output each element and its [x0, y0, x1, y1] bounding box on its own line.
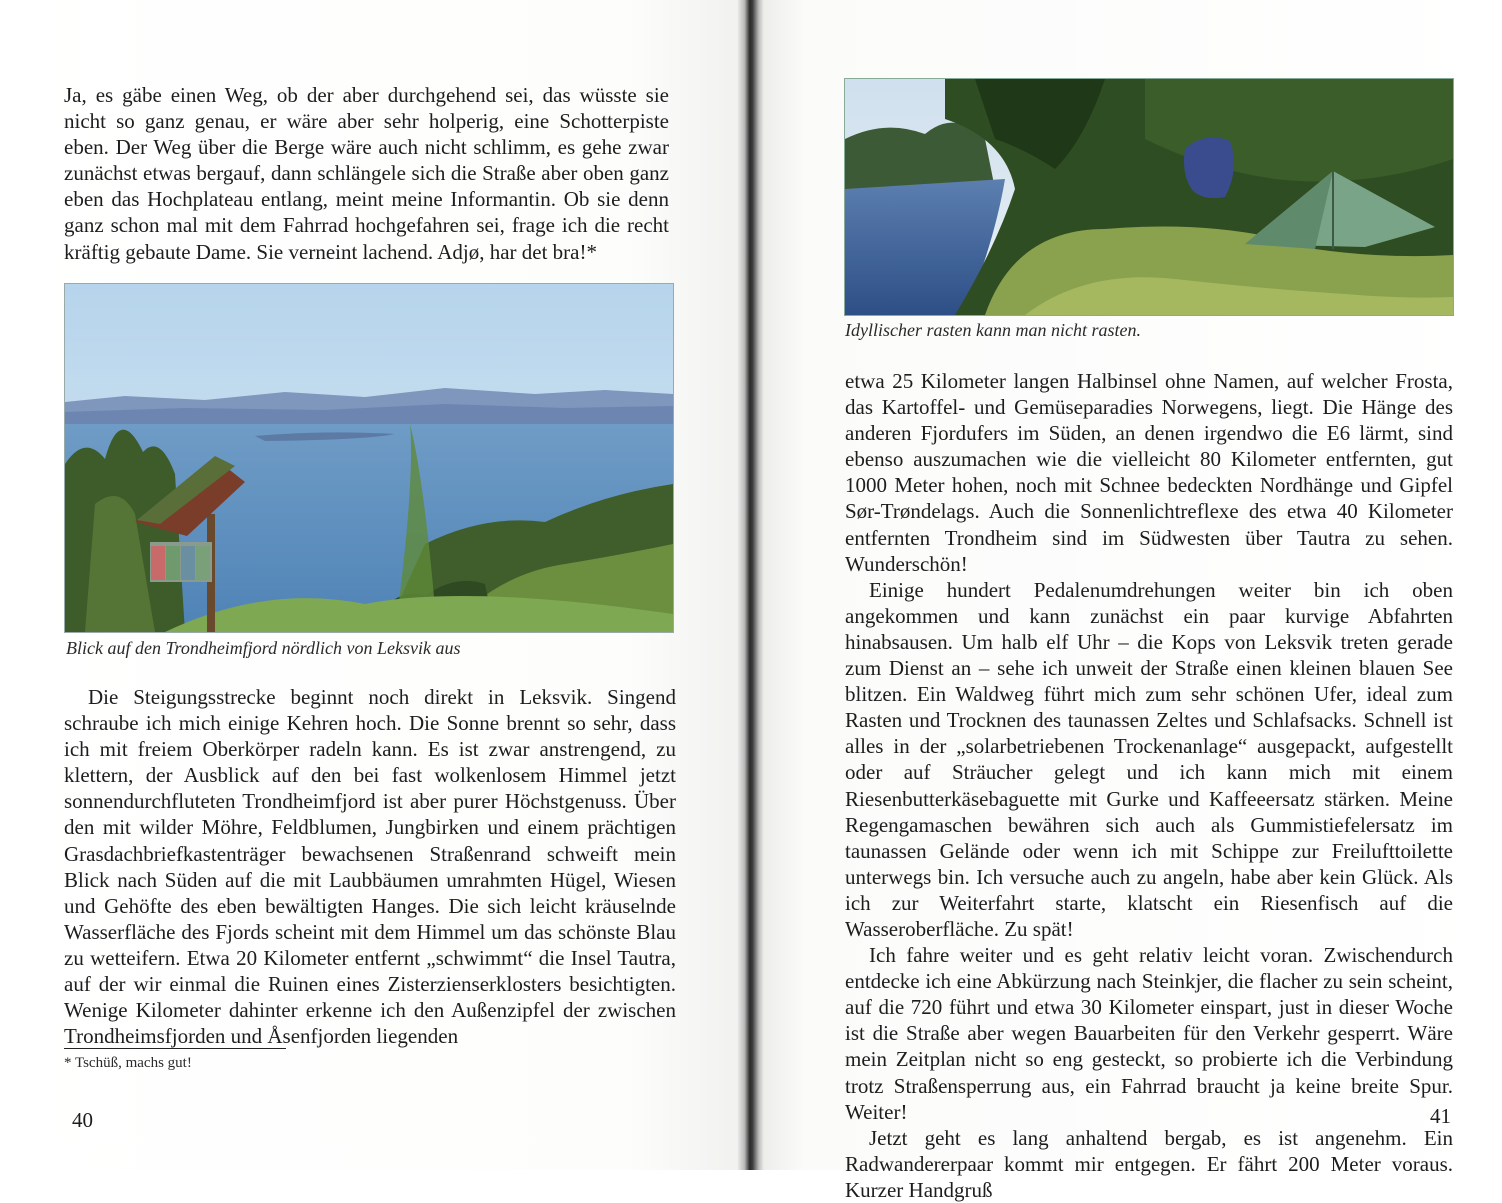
book-gutter — [738, 0, 764, 1170]
lake-photo-caption: Idyllischer rasten kann man nicht rasten. — [845, 320, 1141, 340]
page-number-left: 40 — [72, 1108, 93, 1132]
left-top-paragraph: Ja, es gäbe einen Weg, ob der aber durchgehend sei, das wüsste sie nicht so ganz genau, er wäre aber sehr holperig, eine Schotterpiste eben. Der Weg über die Berge wäre auch nicht schlimm, es gehe zwar zunächst etwas bergauf, dann schlängele sich die Straße aber oben ganz eben das Hochplateau entlang, meint meine Informantin. Ob sie denn ganz schon mal mit dem Fahrrad hochgefahren sei, frage ich die recht kräftig gebaute Dame. Sie verneint lachend. Adjø, har det bra!* — [64, 83, 669, 264]
footnote-rule — [64, 1048, 286, 1049]
footnote: * Tschüß, machs gut! — [64, 1055, 192, 1071]
fjord-photo — [64, 283, 674, 633]
right-paragraph-2: Einige hundert Pedalenumdrehungen weiter bin ich oben angekommen und kann zunächst ein paar kurvige Abfahrten hinabsausen. Um halb elf Uhr – die Kops von Leksvik treten gerade zum Dienst an – sehe ich unweit der Straße einen kleinen blauen See blitzen. Ein Waldweg führt mich zum sehr schönen Ufer, ideal zum Rasten und Trocknen des taunassen Zeltes und Schlafsacks. Schnell ist alles in der „solarbetriebenen Trockenanlage“ ausgepackt, aufgestellt oder auf Sträucher gelegt und ich kann mich mit einem Riesenbutterkäsebaguette mit Gurke und Kaffeeersatz stärken. Meine Regengamaschen bewähren sich auch als Gummistiefelersatz im taunassen Gelände oder wenn ich mit Schippe zur Freilufttoilette unterwegs bin. Ich versuche auch zu angeln, habe aber kein Glück. Als ich zur Weiterfahrt starte, klatscht ein Riesenfisch auf die Wasseroberfläche. Zu spät! — [845, 577, 1453, 941]
right-body — [845, 368, 1453, 1203]
right-paragraph-4: Jetzt geht es lang anhaltend bergab, es ist angenehm. Ein Radwandererpaar kommt mir entgegen. Er fährt 200 Meter voraus. Kurzer Handgruß — [845, 1125, 1453, 1202]
left-body-paragraph: Die Steigungsstrecke beginnt noch direkt in Leksvik. Singend schraube ich mich einige Kehren hoch. Die Sonne brennt so sehr, dass ich mit freiem Oberkörper radeln kann. Es ist zwar anstrengend, zu klettern, der Ausblick auf den bei fast wolkenlosem Himmel jetzt sonnendurchfluteten Trondheimfjord ist aber purer Höchstgenuss. Über den mit wilder Möhre, Feldblumen, Jungbirken und einem prächtigen Grasdachbriefkastenträger bewachsenen Straßenrand schweift mein Blick nach Süden auf die mit Laubbäumen umrahmten Hügel, Wiesen und Gehöfte des eben bewältigten Hanges. Die sich leicht kräuselnde Wasserfläche des Fjords scheint mit dem Himmel um das schönste Blau zu wetteifern. Etwa 20 Kilometer entfernt „schwimmt“ die Insel Tautra, auf der wir einmal die Ruinen eines Zisterzienserklosters besichtigten. Wenige Kilometer dahinter erkenne ich den Außenzipfel der zwischen Trondheimsfjorden und Åsenfjorden liegenden — [64, 685, 676, 1049]
page-number-right: 41 — [1430, 1104, 1451, 1128]
lake-tent-photo — [844, 78, 1454, 316]
right-paragraph-3: Ich fahre weiter und es geht relativ leicht voran. Zwischendurch entdecke ich eine Abkürzung nach Steinkjer, die flacher zu sein scheint, auf die 720 führt und etwa 30 Kilometer einspart, just in dieser Woche ist die Straße aber wegen Bauarbeiten für den Verkehr gesperrt. Wäre mein Zeitplan nicht so eng gesteckt, so probierte ich die Verbindung trotz Straßensperrung aus, ein Fahrrad braucht ja keine breite Spur. Weiter! — [845, 943, 1453, 1124]
fjord-photo-caption: Blick auf den Trondheimfjord nördlich von Leksvik aus — [66, 638, 461, 658]
right-paragraph-1: etwa 25 Kilometer langen Halbinsel ohne Namen, auf welcher Frosta, das Kartoffel- und Gemüseparadies Norwegens, liegt. Die Hänge des anderen Fjordufers im Süden, an denen irgendwo die E6 lärmt, sind ebenso auszumachen wie die vielleicht 80 Kilometer entfernten, gut 1000 Meter hohen, noch mit Schnee bedeckten Nordhänge und Gipfel Sør-Trøndelags. Auch die Sonnenlichtreflexe des etwa 40 Kilometer entfernten Trondheim sind im Südwesten über Tautra zu sehen. Wunderschön! — [845, 369, 1453, 576]
